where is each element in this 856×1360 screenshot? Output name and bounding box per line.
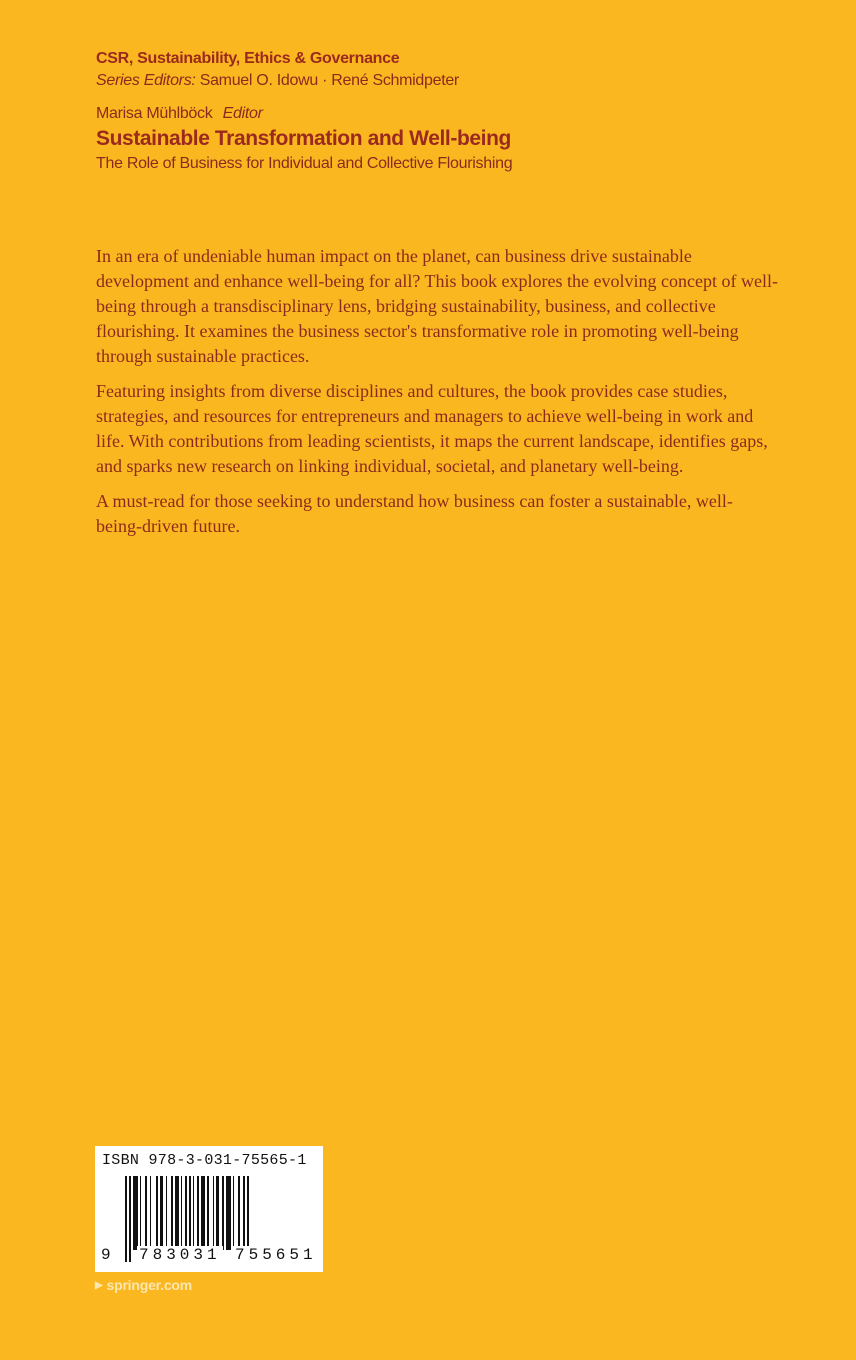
- series-title: CSR, Sustainability, Ethics & Governance: [96, 50, 400, 67]
- cover-header: [96, 48, 796, 175]
- book-editor: [96, 104, 796, 124]
- book-subtitle: The Role of Business for Individual and Collective Flourishing: [96, 155, 513, 172]
- publisher-link[interactable]: [95, 1277, 192, 1293]
- blurb-paragraph: In an era of undeniable human impact on the planet, can business drive sustainable development and enhance well-being for all? This book explores the evolving concept of well-being through a transdisciplinary lens, bridging sustainability, business, and collective flourishing. It examines the business sector's transformative role in promoting well-being through sustainable practices.: [96, 246, 778, 366]
- publisher-url: springer.com: [106, 1277, 193, 1293]
- blurb-paragraph: A must-read for those seeking to understand how business can foster a sustainable, well-being-driven future.: [96, 491, 733, 536]
- series-editors-names: Samuel O. Idowu · René Schmidpeter: [199, 72, 459, 89]
- isbn-label: ISBN 978-3-031-75565-1: [102, 1152, 307, 1169]
- play-arrow-icon: ▶: [95, 1279, 103, 1291]
- blurb-paragraph: Featuring insights from diverse disciplines and cultures, the book provides case studies, strategies, and resources for entrepreneurs and managers to achieve well-being in work and life. With contributions from leading scientists, it maps the current landscape, identifies gaps, and sparks new research on linking individual, societal, and planetary well-being.: [96, 381, 768, 476]
- book-title: Sustainable Transformation and Well-being: [96, 127, 511, 150]
- isbn-barcode-box: [95, 1146, 323, 1272]
- blurb: [96, 244, 778, 549]
- series-editors: [96, 70, 796, 92]
- series-editors-label: Series Editors:: [96, 72, 196, 89]
- editor-name: Marisa Mühlböck: [96, 105, 213, 122]
- editor-role: Editor: [222, 105, 263, 122]
- barcode-right-digits: 755651: [235, 1246, 317, 1264]
- barcode-first-digit: 9: [101, 1246, 111, 1264]
- barcode-left-digits: 783031: [139, 1246, 221, 1264]
